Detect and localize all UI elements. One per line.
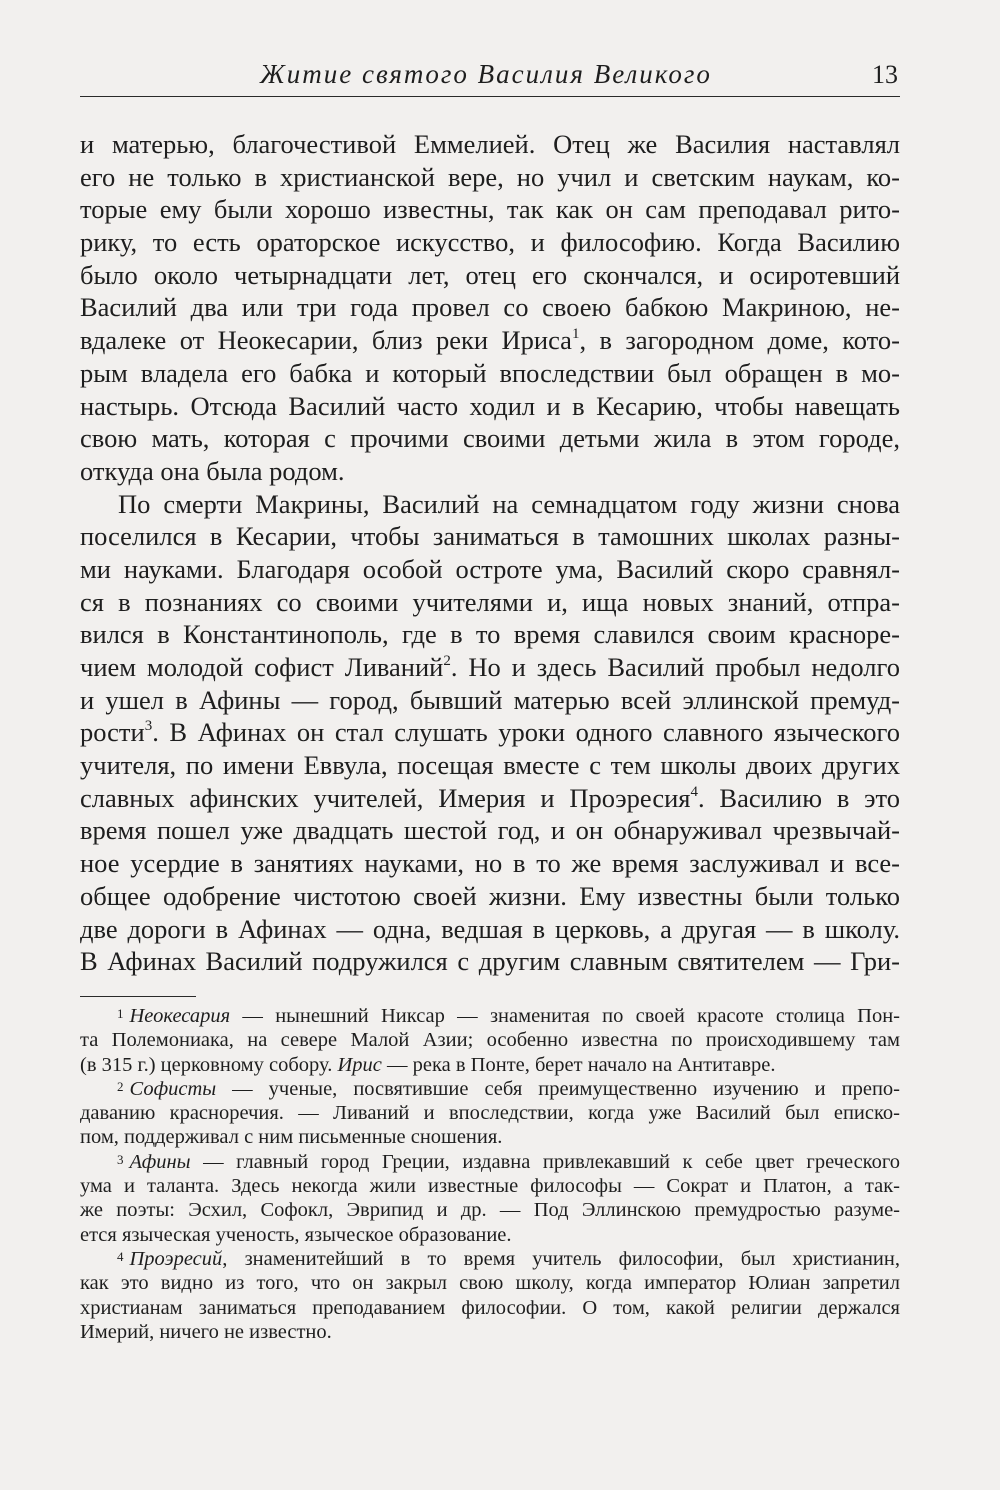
footnote-text: даванию красноречия. — Ливаний и впоследствии, когда уже Василий был еписко- xyxy=(80,1102,900,1125)
line-text: . Василию в это xyxy=(697,782,901,813)
footnote-line-content xyxy=(80,1223,512,1247)
line-text: рым владела его бабка и который впоследствии был обращен в мо- xyxy=(80,357,900,388)
text-line xyxy=(80,586,900,619)
footnote-line xyxy=(80,1198,900,1222)
footnote-text: — главный город Греции, издавна привлекавший к себе цвет греческого xyxy=(190,1150,900,1173)
text-line xyxy=(80,193,900,226)
text-line xyxy=(80,324,900,357)
line-text: ся в познаниях со своими учителями и, ища новых знаний, отпра- xyxy=(80,586,900,617)
footnote-line xyxy=(80,1053,900,1077)
footnote-line-content xyxy=(80,1102,900,1124)
text-line xyxy=(80,128,900,161)
line-text: . Но и здесь Василий пробыл недолго xyxy=(450,652,900,682)
footnote-line-content xyxy=(117,1078,900,1100)
text-line xyxy=(80,651,900,684)
footnote-text: Имерий, ничего не известно. xyxy=(80,1320,332,1343)
text-line xyxy=(80,913,900,946)
footnote-ref: 3 xyxy=(144,718,153,735)
text-line xyxy=(80,455,900,488)
text-line xyxy=(80,716,900,749)
footnote-text: — ученые, посвятившие себя преимущественно изучению и препо- xyxy=(216,1077,900,1100)
footnote-number: 3 xyxy=(117,1151,124,1167)
text-line xyxy=(80,945,900,978)
line-text: чием молодой софист Ливаний$^2$ xyxy=(80,652,451,682)
footnote-ref: 1 xyxy=(571,326,580,343)
text-line xyxy=(80,782,900,815)
footnote-line xyxy=(80,1223,900,1247)
line-text: и матерью, благочестивой Еммелией. Отец же Василия наставлял xyxy=(80,129,900,159)
footnote-text: ума и таланта. Здесь некогда жили известные философы — Сократ и Платон, а так- xyxy=(80,1175,900,1198)
text-line xyxy=(80,553,900,586)
footnote-line-content xyxy=(80,1175,900,1197)
footnote-number: 1 xyxy=(117,1006,124,1021)
footnote-text: ется языческая ученость, языческое образование. xyxy=(80,1223,512,1246)
footnote-line xyxy=(80,1101,900,1125)
line-text: ми науками. Благодаря особой остроте ума, Василий скоро сравнял- xyxy=(80,553,900,584)
line-text: две дороги в Афинах — одна, ведшая в церковь, а другая — в школу. xyxy=(80,913,900,944)
running-title: Житие святого Василия Великого xyxy=(260,59,712,89)
footnote-text: пом, поддерживал с ним письменные сношения. xyxy=(80,1126,503,1149)
line-text: В Афинах Василий подружился с другим славным святителем — Гри- xyxy=(80,946,900,977)
text-line xyxy=(80,520,900,553)
line-text: торые ему были хорошо известны, так как он сам преподавал рито- xyxy=(80,194,900,225)
line-text: учителя, по имени Еввула, посещая вместе с тем школы двоих других xyxy=(80,750,900,781)
footnote-text: , знаменитейший в то время учитель философии, был христианин, xyxy=(222,1247,900,1270)
footnote-number: 4 xyxy=(117,1248,124,1264)
footnote-ref: 4 xyxy=(690,783,698,800)
footnote-line-content xyxy=(80,1320,332,1344)
footnote-line-content xyxy=(117,1248,900,1270)
text-line xyxy=(80,618,900,651)
line-text: откуда она была родом. xyxy=(80,455,345,486)
footnote-line xyxy=(80,1125,900,1149)
footnote-line xyxy=(80,1077,900,1101)
line-text: славных афинских учителей, Имерия и Проэресия$^4$ xyxy=(80,782,698,813)
footnote-text: как это видно из того, что он закрыл свою школу, когда император Юлиан запретил xyxy=(80,1272,900,1295)
footnote-line-content xyxy=(117,1005,900,1027)
text-line xyxy=(80,684,900,717)
footnote-ref: 2 xyxy=(443,653,451,669)
line-text: вдалеке от Неокесарии, близ реки Ириса$^1$ xyxy=(80,325,580,356)
line-text: поселился в Кесарии, чтобы заниматься в тамошних школах разны- xyxy=(80,521,900,552)
line-text: рости$^3$ xyxy=(80,717,153,748)
text-line xyxy=(80,422,900,455)
footnote-line xyxy=(80,1004,900,1028)
footnote-term: Ирис xyxy=(337,1053,382,1076)
footnote-line-content xyxy=(80,1053,776,1077)
text-line xyxy=(80,749,900,782)
footnote-term: Софисты xyxy=(129,1077,217,1100)
text-line xyxy=(80,880,900,913)
text-line xyxy=(80,814,900,847)
footnote-line xyxy=(80,1150,900,1174)
footnote-line-content xyxy=(80,1125,502,1149)
line-text: рику, то есть ораторское искусство, и философию. Когда Василию xyxy=(80,227,900,258)
footnote-line-content xyxy=(80,1297,900,1319)
text-line xyxy=(80,488,900,521)
text-line xyxy=(80,390,900,423)
text-line xyxy=(80,357,900,390)
footnote-separator xyxy=(80,996,196,997)
line-text: его не только в христианской вере, но учил и светским наукам, ко- xyxy=(80,161,900,192)
line-text: было около четырнадцати лет, отец его скончался, и осиротевший xyxy=(80,259,900,290)
text-line xyxy=(80,259,900,292)
main-text xyxy=(80,128,900,978)
text-line xyxy=(80,291,900,324)
line-text: общее одобрение чистотою своей жизни. Ему известны были только xyxy=(80,880,900,911)
footnote-text: — река в Понте, берет начало на Антитавре. xyxy=(381,1053,776,1076)
running-header xyxy=(80,56,900,97)
footnote-text: (в 315 г.) церковному собору. xyxy=(80,1053,338,1076)
footnote-text: христианам заниматься преподаванием философии. О том, какой религии держался xyxy=(80,1296,900,1319)
footnote-line xyxy=(80,1296,900,1320)
footnote-line-content xyxy=(80,1272,900,1294)
line-text: , в загородном доме, кото- xyxy=(579,325,900,356)
text-line xyxy=(80,226,900,259)
footnote-text: та Полемониака, на севере Малой Азии; особенно известна по происходившему там xyxy=(80,1029,900,1052)
footnote-line xyxy=(80,1028,900,1052)
footnote-line-content xyxy=(80,1199,900,1221)
line-text: и ушел в Афины — город, бывший матерью всей эллинской премуд- xyxy=(80,684,900,715)
footnote-term: Афины xyxy=(129,1150,191,1173)
footnote-number: 2 xyxy=(117,1078,124,1094)
footnote-line xyxy=(80,1174,900,1198)
line-text: настырь. Отсюда Василий часто ходил и в Кесарию, чтобы навещать xyxy=(80,390,900,421)
line-text: . В Афинах он стал слушать уроки одного славного языческого xyxy=(152,717,900,748)
footnote-line xyxy=(80,1247,900,1271)
footnote-term: Проэресий xyxy=(129,1247,223,1270)
footnotes xyxy=(80,1004,900,1344)
line-text: вился в Константинополь, где в то время славился своим красноре- xyxy=(80,619,900,650)
footnote-line-content xyxy=(80,1029,900,1051)
footnote-term: Неокесария xyxy=(129,1005,231,1027)
text-line xyxy=(80,161,900,194)
page-number: 13 xyxy=(872,60,898,89)
footnote-text: — нынешний Никсар — знаменитая по своей красоте столица Пон- xyxy=(230,1005,900,1027)
footnote-line xyxy=(80,1320,900,1344)
line-text: свою мать, которая с прочими своими детьми жила в этом городе, xyxy=(80,423,900,454)
line-text: время пошел уже двадцать шестой год, и он обнаруживал чрезвычай- xyxy=(80,815,900,846)
footnote-line-content xyxy=(117,1151,900,1173)
footnote-text: же поэты: Эсхил, Софокл, Эврипид и др. — Под Эллинскою премудростью разуме- xyxy=(80,1199,900,1222)
line-text: По смерти Макрины, Василий на семнадцатом году жизни снова xyxy=(118,488,900,519)
line-text: Василий два или три года провел со своею бабкою Макриною, не- xyxy=(80,292,900,323)
line-text: ное усердие в занятиях науками, но в то же время заслуживал и все- xyxy=(80,848,900,879)
text-line xyxy=(80,847,900,880)
footnote-line xyxy=(80,1271,900,1295)
